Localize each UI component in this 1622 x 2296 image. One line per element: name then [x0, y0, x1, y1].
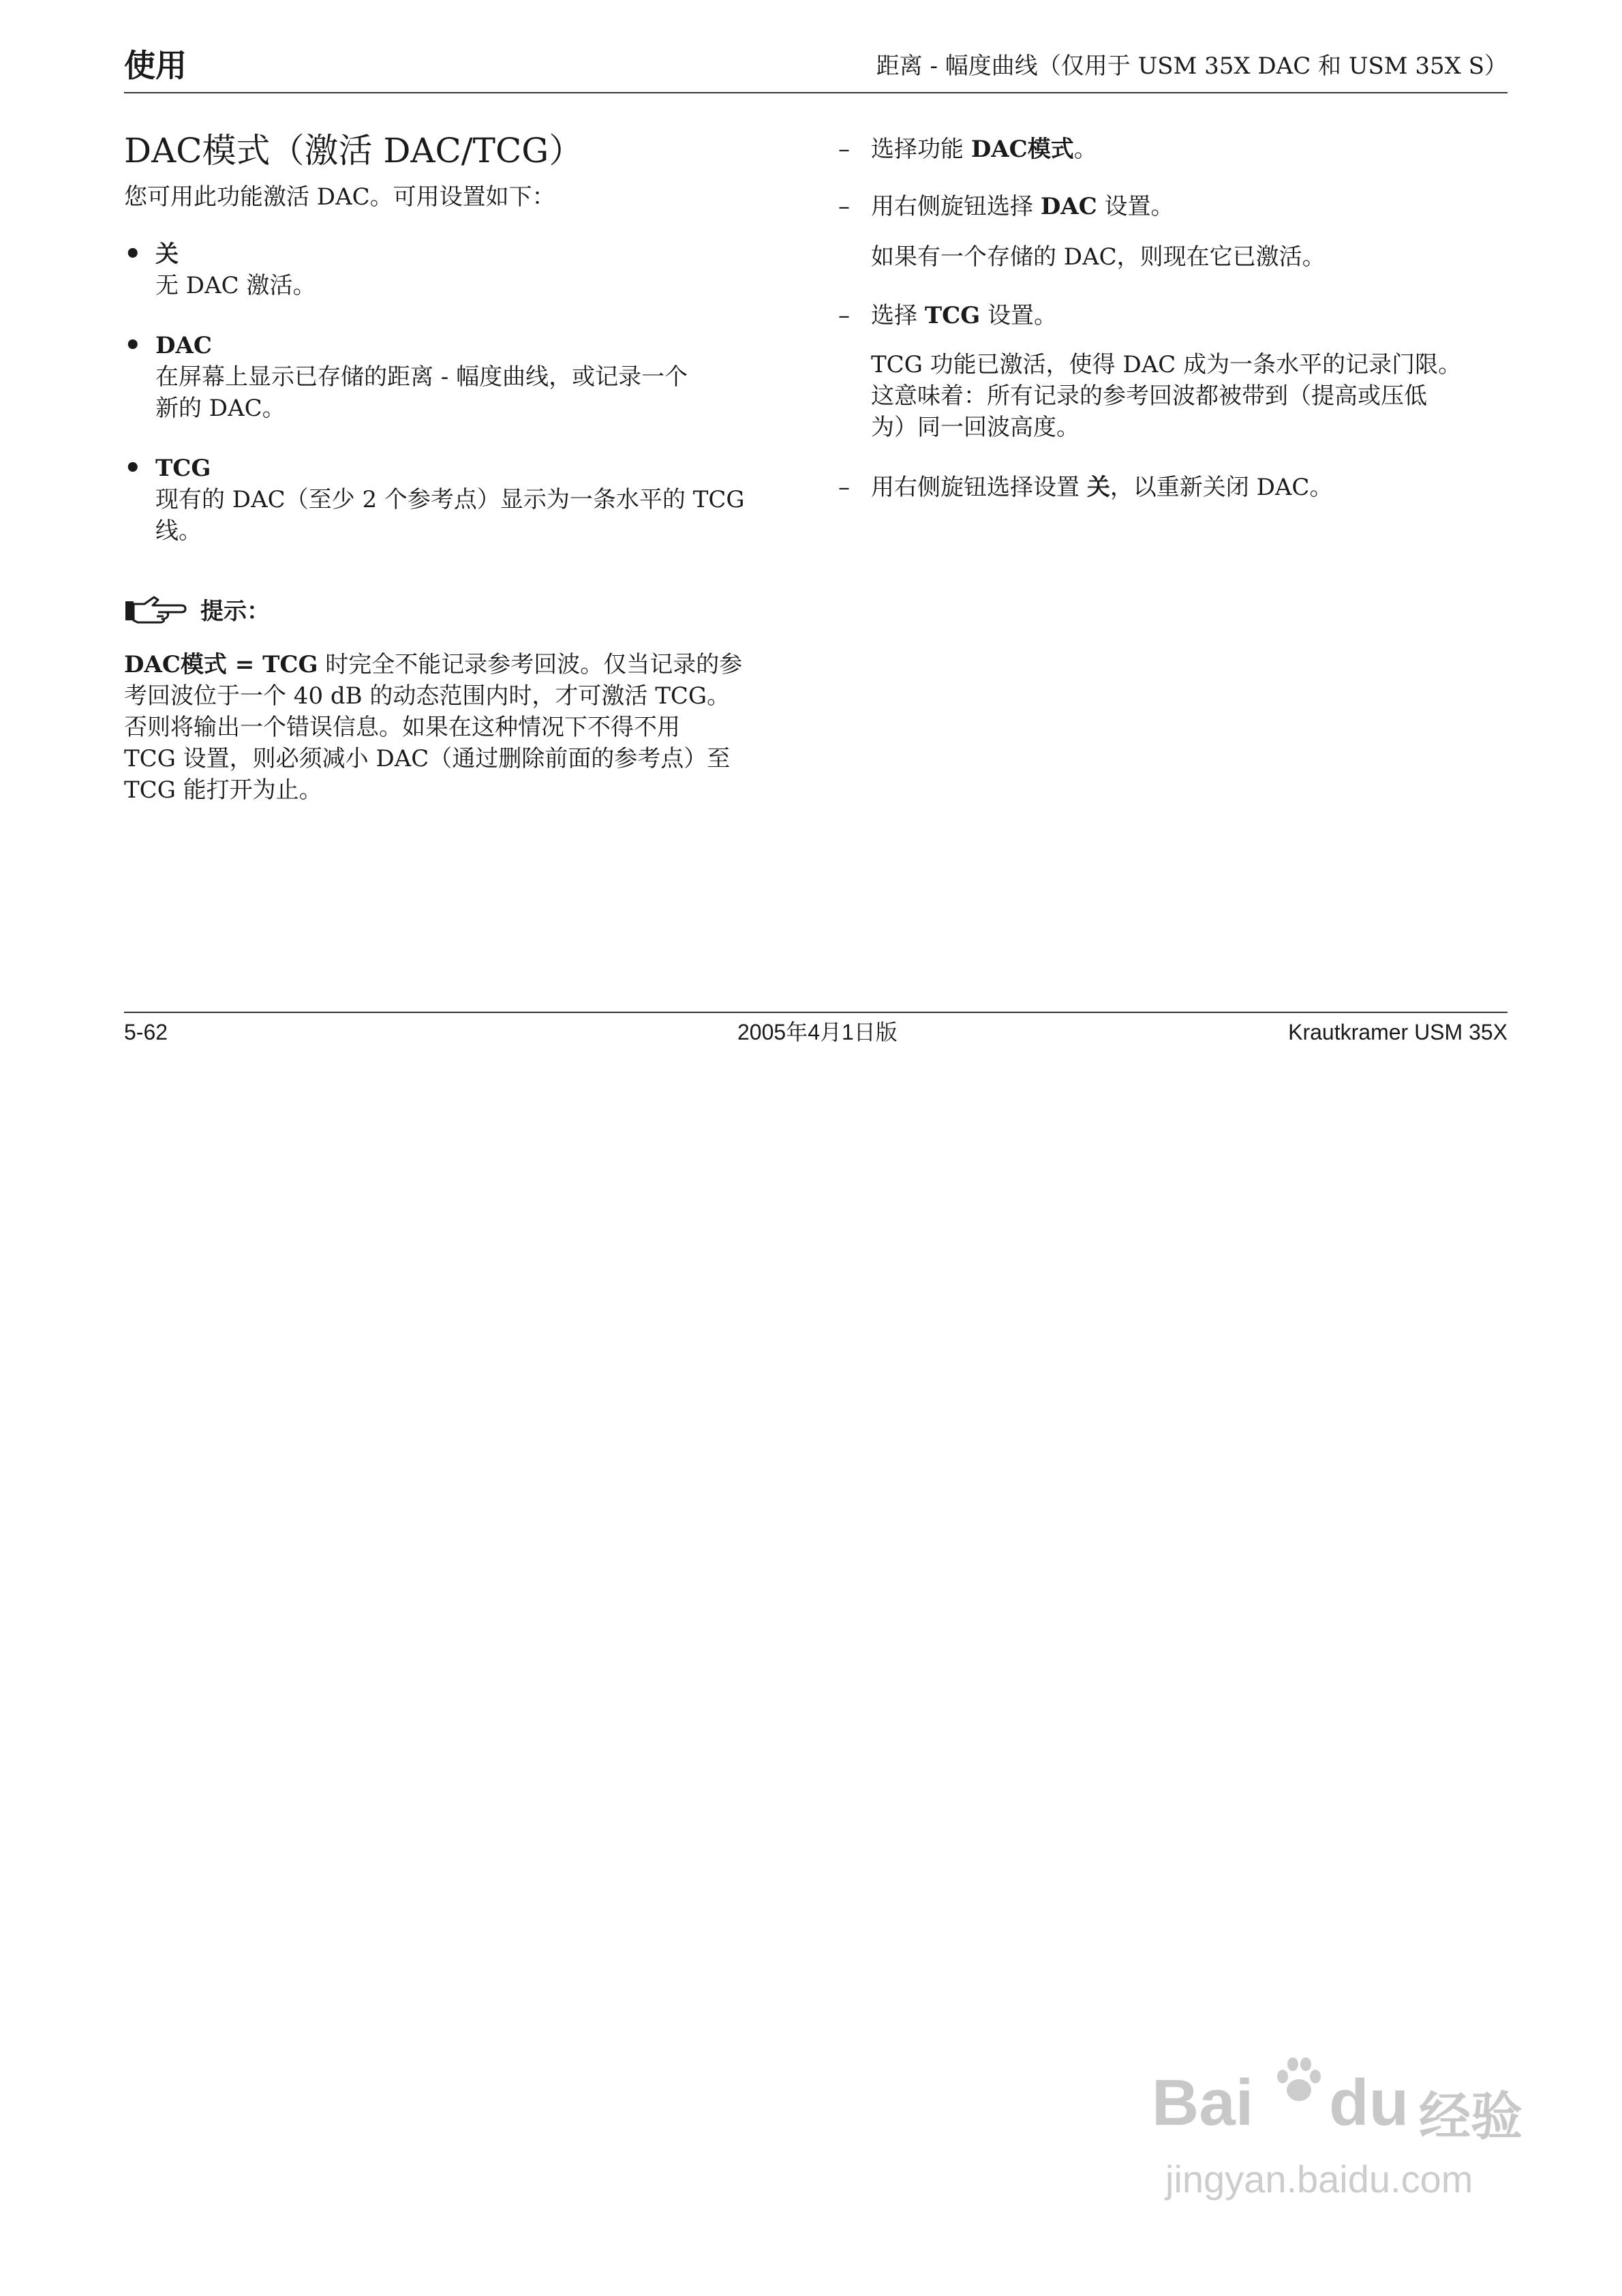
- header-rule: [124, 92, 1508, 93]
- dash-icon: –: [838, 302, 850, 329]
- option-dac-label: DAC: [155, 332, 212, 359]
- option-dac-desc-line: 在屏幕上显示已存储的距离 - 幅度曲线，或记录一个: [155, 363, 688, 391]
- dash-icon: –: [838, 193, 850, 220]
- note-keyword: DAC模式 = TCG: [124, 651, 318, 678]
- watermark-brand-text-2: du: [1329, 2066, 1409, 2139]
- dash-icon: –: [838, 474, 850, 501]
- watermark-url: jingyan.baidu.com: [1165, 2158, 1473, 2201]
- step-3-note-line: 为）同一回波高度。: [871, 414, 1080, 441]
- dash-icon: –: [838, 136, 850, 163]
- option-tcg-desc-line: 线。: [155, 517, 202, 545]
- option-off-label: 关: [155, 241, 179, 268]
- step-1: 选择功能 DAC模式。: [871, 136, 1097, 163]
- footer-product-name: Krautkramer USM 35X: [1288, 1020, 1508, 1044]
- intro-text: 您可用此功能激活 DAC。可用设置如下：: [124, 183, 555, 211]
- bullet-icon: •: [124, 452, 142, 484]
- header-chapter-title: 距离 - 幅度曲线（仅用于 USM 35X DAC 和 USM 35X S）: [876, 52, 1508, 80]
- header-section-title: 使用: [124, 47, 187, 84]
- section-heading: DAC模式（激活 DAC/TCG）: [124, 131, 583, 170]
- note-line: TCG 能打开为止。: [124, 776, 322, 804]
- footer-edition-date: 2005年4月1日版: [737, 1020, 898, 1044]
- bullet-icon: •: [124, 329, 142, 361]
- option-tcg-label: TCG: [155, 455, 211, 482]
- note-line: TCG 设置，则必须减小 DAC（通过删除前面的参考点）至: [124, 745, 731, 772]
- note-line: 考回波位于一个 40 dB 的动态范围内时，才可激活 TCG。: [124, 682, 731, 710]
- note-line-text: 时完全不能记录参考回波。仅当记录的参: [318, 651, 743, 678]
- footer-rule: [124, 1012, 1508, 1013]
- note-label: 提示：: [200, 598, 270, 625]
- footer-page-number: 5-62: [124, 1020, 168, 1044]
- note-line: [124, 649, 742, 680]
- bullet-icon: •: [124, 238, 142, 270]
- option-off-desc: 无 DAC 激活。: [155, 272, 316, 299]
- note-line: 否则将输出一个错误信息。如果在这种情况下不得不用: [124, 714, 680, 741]
- pointing-hand-icon: [124, 594, 189, 624]
- option-tcg-desc-line: 现有的 DAC（至少 2 个参考点）显示为一条水平的 TCG: [155, 486, 745, 513]
- step-2: 用右侧旋钮选择 DAC 设置。: [871, 193, 1174, 220]
- step-2-note: 如果有一个存储的 DAC，则现在它已激活。: [871, 243, 1326, 271]
- watermark-brand-text: Bai: [1152, 2066, 1254, 2139]
- step-3: 选择 TCG 设置。: [871, 302, 1058, 329]
- watermark-cn-text: 经验: [1419, 2088, 1522, 2146]
- baidu-watermark-logo: [1152, 2052, 1533, 2154]
- step-3-note-line: 这意味着：所有记录的参考回波都被带到（提高或压低: [871, 382, 1427, 410]
- step-4: 用右侧旋钮选择设置 关，以重新关闭 DAC。: [871, 474, 1333, 501]
- step-3-note-line: TCG 功能已激活，使得 DAC 成为一条水平的记录门限。: [871, 351, 1462, 378]
- paw-icon: [1272, 2052, 1326, 2106]
- option-dac-desc-line: 新的 DAC。: [155, 395, 286, 422]
